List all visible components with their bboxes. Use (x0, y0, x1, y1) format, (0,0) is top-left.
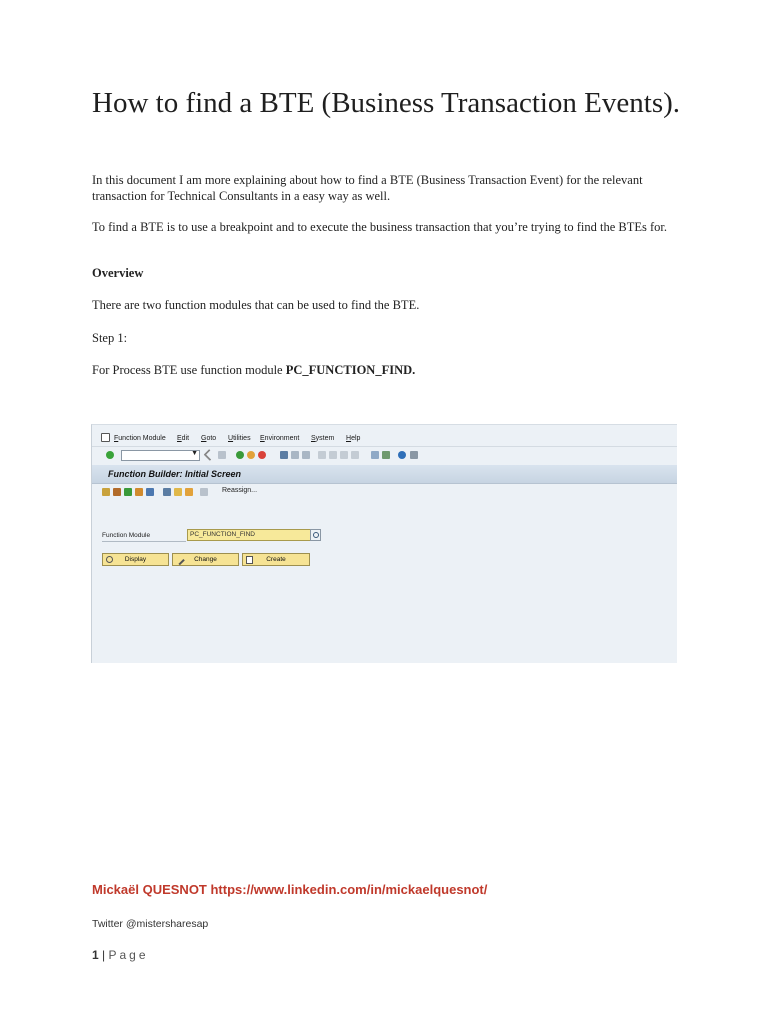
edit-pencil-icon[interactable] (113, 488, 121, 496)
sap-screenshot (91, 424, 677, 663)
exit-icon[interactable] (247, 451, 255, 459)
find-icon[interactable] (291, 451, 299, 459)
layout-menu-icon[interactable] (410, 451, 418, 459)
command-field[interactable] (121, 450, 200, 461)
first-page-icon[interactable] (318, 451, 326, 459)
back-icon[interactable] (236, 451, 244, 459)
function-modules-paragraph: There are two function modules that can be used to find the BTE. (92, 298, 420, 312)
enter-check-icon[interactable] (106, 451, 114, 459)
chevron-down-icon[interactable]: ▼ (191, 450, 198, 457)
author-credit[interactable]: Mickaël QUESNOT https://www.linkedin.com/in/mickaelquesnot/ (92, 882, 488, 897)
overview-heading: Overview (92, 266, 144, 280)
change-button[interactable] (172, 553, 239, 566)
twitter-handle: Twitter @mistersharesap (92, 918, 209, 930)
menu-help[interactable]: Help (346, 435, 361, 442)
page-separator: | (98, 948, 109, 962)
menu-environment[interactable]: Environment (260, 435, 300, 442)
menu-app-icon (101, 433, 110, 442)
page-word: Page (108, 948, 149, 962)
save-icon[interactable] (218, 451, 226, 459)
display-button-label: Display (124, 556, 147, 563)
shortcut-icon[interactable] (382, 451, 390, 459)
display-button[interactable] (102, 553, 169, 566)
sap-screen-title-bar (92, 465, 677, 484)
new-session-icon[interactable] (371, 451, 379, 459)
other-object-icon[interactable] (102, 488, 110, 496)
collapse-icon[interactable] (203, 449, 215, 461)
breakpoint-paragraph: To find a BTE is to use a breakpoint and to execute the business transaction that you’re trying to find the BTEs for. (92, 220, 668, 234)
test-icon[interactable] (146, 488, 154, 496)
rename-icon[interactable] (185, 488, 193, 496)
menu-utilities[interactable]: Utilities (228, 435, 251, 442)
previous-page-icon[interactable] (329, 451, 337, 459)
sap-application-toolbar (92, 485, 677, 499)
delete-icon[interactable] (163, 488, 171, 496)
function-module-input[interactable]: PC_FUNCTION_FIND (187, 529, 311, 541)
intro-paragraph: In this document I am more explaining about how to find a BTE (Business Transaction Event) for the relevant transaction for Technical Consultants in a easy way as well. (92, 173, 643, 203)
change-pencil-icon (174, 555, 185, 566)
create-button[interactable] (242, 553, 310, 566)
menu-function-module[interactable]: Function Module (114, 435, 166, 442)
last-page-icon[interactable] (351, 451, 359, 459)
reassign-icon[interactable] (200, 488, 208, 496)
activate-icon[interactable] (124, 488, 132, 496)
create-button-label: Create (266, 556, 286, 563)
change-button-label: Change (194, 556, 217, 563)
find-next-icon[interactable] (302, 451, 310, 459)
page-number: 1 (92, 948, 99, 962)
function-module-name: PC_FUNCTION_FIND. (285, 363, 416, 377)
process-bte-text: For Process BTE use function module (92, 363, 286, 377)
display-glasses-icon (106, 556, 113, 563)
next-page-icon[interactable] (340, 451, 348, 459)
sap-screen-title: Function Builder: Initial Screen (108, 469, 242, 479)
menu-system[interactable]: System (311, 435, 335, 442)
page-footer (92, 948, 149, 962)
cancel-icon[interactable] (258, 451, 266, 459)
menu-goto[interactable]: Goto (201, 435, 217, 442)
menu-edit[interactable]: Edit (177, 435, 190, 442)
process-bte-paragraph (92, 362, 682, 378)
step-1-label: Step 1: (92, 331, 128, 345)
where-used-icon[interactable] (135, 488, 143, 496)
sap-standard-toolbar (92, 446, 677, 463)
search-help-icon[interactable] (310, 529, 321, 541)
document-title: How to find a BTE (Business Transaction Events). (92, 87, 681, 119)
help-icon[interactable] (398, 451, 406, 459)
copy-icon[interactable] (174, 488, 182, 496)
field-label-underline (102, 541, 186, 542)
print-icon[interactable] (280, 451, 288, 459)
sap-menu-bar (92, 431, 677, 445)
reassign-button[interactable]: Reassign... (222, 487, 258, 494)
create-document-icon (246, 556, 253, 564)
function-module-label: Function Module (102, 532, 151, 539)
